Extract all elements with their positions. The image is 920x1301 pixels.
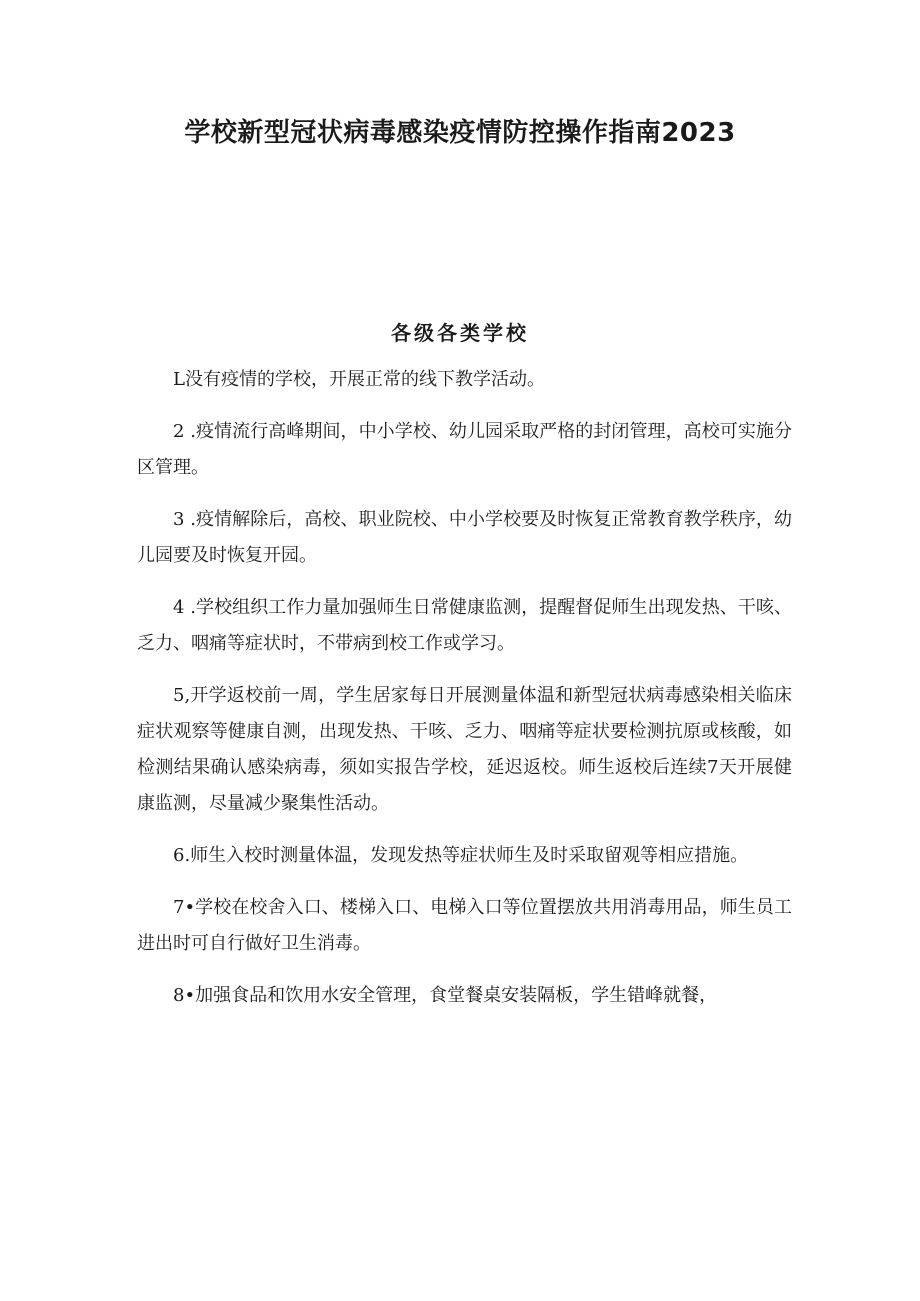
paragraph-2: 2 .疫情流行高峰期间，中小学校、幼儿园采取严格的封闭管理，高校可实施分区管理。 xyxy=(137,421,792,478)
paragraph-3: 3 .疫情解除后，高校、职业院校、中小学校要及时恢复正常教育教学秩序，幼儿园要及时恢复开园。 xyxy=(137,509,792,566)
document-body xyxy=(137,362,792,1030)
paragraph-1: L没有疫情的学校，开展正常的线下教学活动。 xyxy=(173,369,545,390)
paragraph-4: 4 .学校组织工作力量加强师生日常健康监测，提醒督促师生出现发热、干咳、乏力、咽痛等症状时，不带病到校工作或学习。 xyxy=(137,597,792,654)
paragraph-7: 7•学校在校舍入口、楼梯入口、电梯入口等位置摆放共用消毒用品，师生员工进出时可自行做好卫生消毒。 xyxy=(137,897,792,954)
document-title: 学校新型冠状病毒感染疫情防控操作指南2023 xyxy=(184,118,736,148)
section-heading: 各级各类学校 xyxy=(391,321,529,345)
paragraph-8: 8•加强食品和饮用水安全管理，食堂餐桌安装隔板，学生错峰就餐， xyxy=(173,985,718,1006)
paragraph-5: 5,开学返校前一周，学生居家每日开展测量体温和新型冠状病毒感染相关临床症状观察等健康自测，出现发热、干咳、乏力、咽痛等症状要检测抗原或核酸，如检测结果确认感染病毒，须如实报告学校，延迟返校。师生返校后连续7天开展健康监测，尽量减少聚集性活动。 xyxy=(137,685,792,814)
paragraph-6: 6.师生入校时测量体温，发现发热等症状师生及时采取留观等相应措施。 xyxy=(173,845,749,866)
